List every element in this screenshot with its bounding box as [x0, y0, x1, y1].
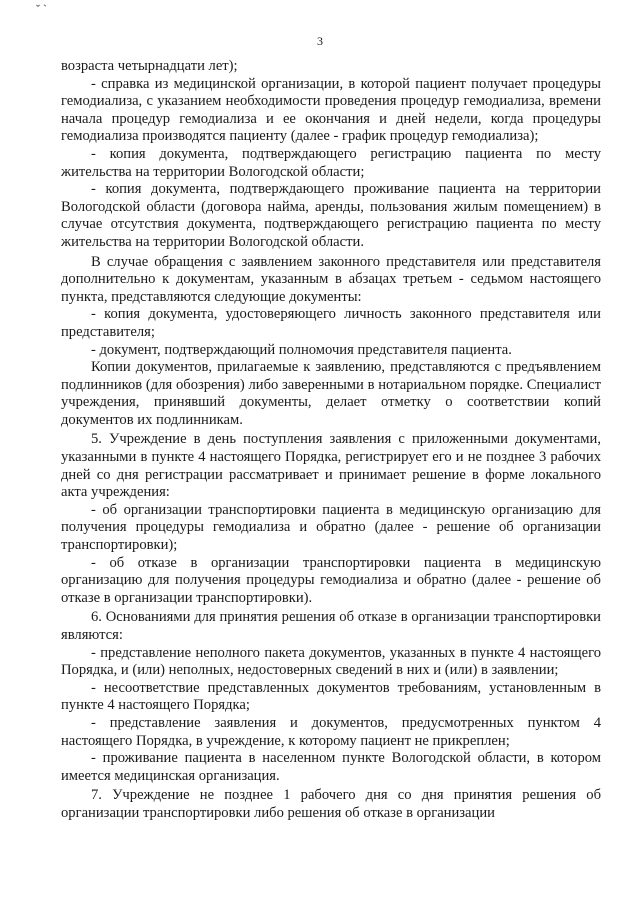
- document-body: [61, 58, 601, 823]
- paragraph: 6. Основаниями для принятия решения об отказе в организации транспортировки являются:: [61, 609, 601, 643]
- paragraph: 7. Учреждение не позднее 1 рабочего дня со дня принятия решения об организации транспортировки либо решения об отказе в организации: [61, 787, 601, 821]
- scan-corner-mark: ˇ ˋ: [36, 2, 47, 16]
- paragraph: - справка из медицинской организации, в которой пациент получает процедуры гемодиализа, с указанием необходимости проведения процедур гемодиализа, времени начала процедур гемодиализа и ее окончания и дней недели, когда процедуры гемодиализа производятся пациенту (далее - график процедур гемодиализа);: [61, 75, 601, 145]
- paragraph: - документ, подтверждающий полномочия представителя пациента.: [91, 341, 512, 358]
- paragraph: - копия документа, подтверждающего проживание пациента на территории Вологодской области (договора найма, аренды, пользования жилым помещением) в случае отсутствия документа, подтверждающего регистрацию пациента по месту жительства на территории Вологодской области.: [61, 181, 601, 250]
- paragraph: - копия документа, удостоверяющего личность законного представителя или представителя;: [61, 306, 601, 340]
- paragraph: Копии документов, прилагаемые к заявлению, представляются с предъявлением подлинников (для обозрения) либо заверенными в нотариальном порядке. Специалист учреждения, принявший документы, делает отметку о соответствии копий документов их подлинникам.: [61, 359, 601, 428]
- paragraph: возраста четырнадцати лет);: [61, 58, 238, 74]
- paragraph: - об организации транспортировки пациента в медицинскую организацию для получения процедуры гемодиализа и обратно (далее - решение об организации транспортировки);: [61, 501, 601, 554]
- paragraph: - проживание пациента в населенном пункте Вологодской области, в котором имеется медицинская организация.: [61, 750, 601, 784]
- page-number: 3: [317, 34, 323, 48]
- paragraph: - копия документа, подтверждающего регистрацию пациента по месту жительства на территории Вологодской области;: [61, 145, 601, 180]
- paragraph: В случае обращения с заявлением законного представителя или представителя дополнительно к документам, указанным в абзацах третьем - седьмом настоящего пункта, представляются следующие документы:: [61, 253, 601, 305]
- paragraph: - представление неполного пакета документов, указанных в пункте 4 настоящего Порядка, и (или) неполных, недостоверных сведений в них и (или) в заявлении;: [61, 644, 601, 679]
- paragraph: - представление заявления и документов, предусмотренных пунктом 4 настоящего Порядка, в учреждение, к которому пациент не прикреплен;: [61, 714, 601, 749]
- paragraph: - об отказе в организации транспортировки пациента в медицинскую организацию для получения процедуры гемодиализа и обратно (далее - решение об отказе в организации транспортировки).: [61, 554, 601, 606]
- paragraph: - несоответствие представленных документов требованиям, установленным в пункте 4 настоящего Порядка;: [61, 679, 601, 714]
- paragraph: 5. Учреждение в день поступления заявления с приложенными документами, указанными в пункте 4 настоящего Порядка, регистрирует его и не позднее 3 рабочих дней со дня регистрации рассматривает и принимает решение в форме локального акта учреждения:: [61, 431, 601, 501]
